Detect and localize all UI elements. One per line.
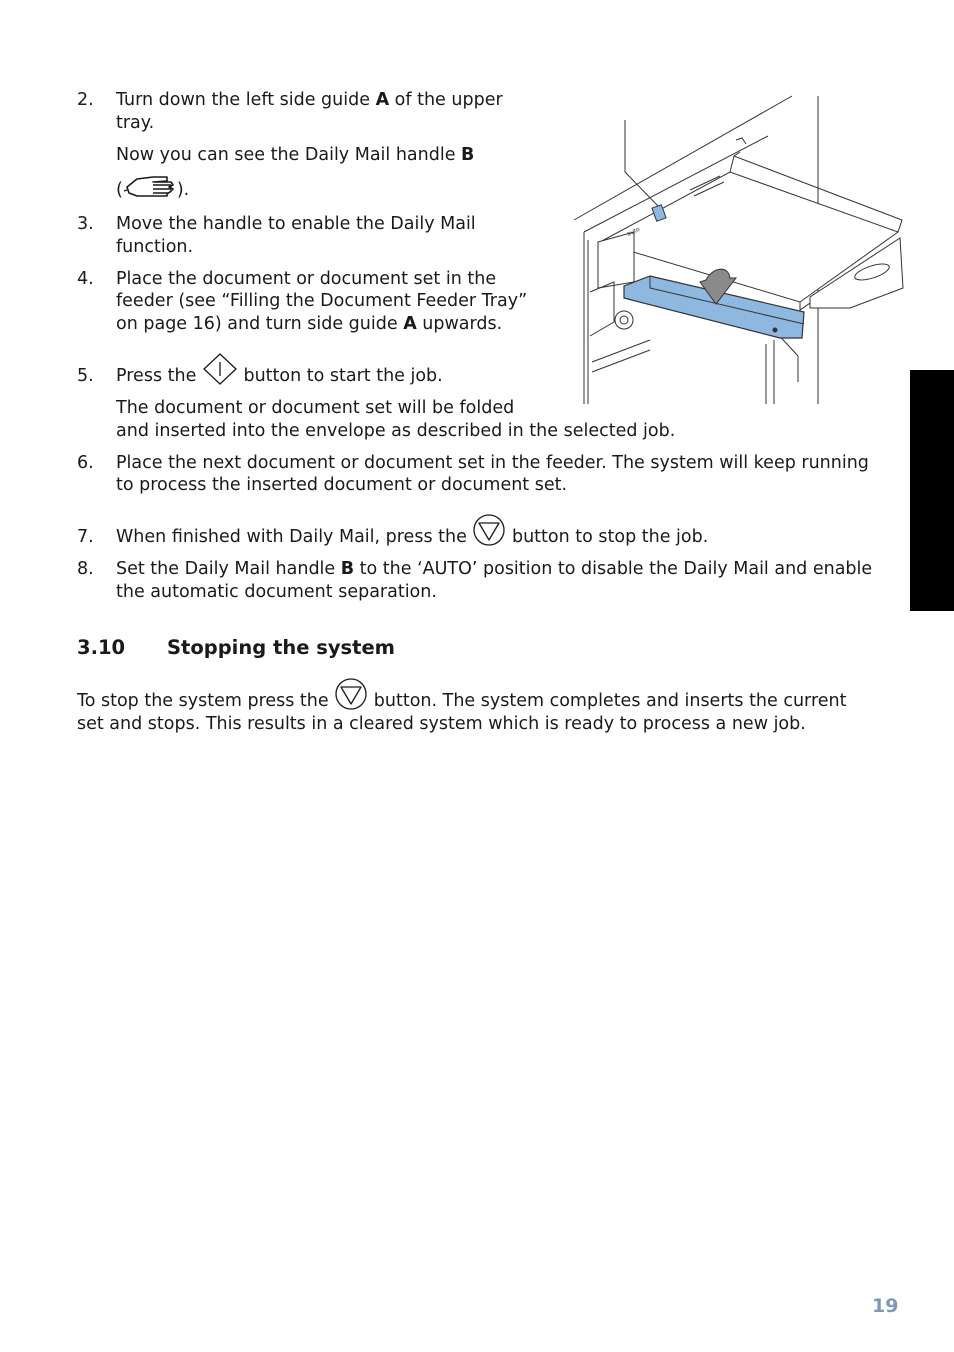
handle-label: auto: [625, 225, 642, 238]
step-text: Set the Daily Mail handle B to the ‘AUTO’ position to disable the Daily Mail and enable: [116, 559, 873, 579]
hand-pointing-icon: [123, 173, 177, 201]
step-text: function.: [116, 237, 194, 257]
step-text: to process the inserted document or document set.: [116, 475, 568, 495]
step-text: feeder (see “Filling the Document Feeder Tray”: [116, 291, 528, 311]
stop-circle-icon: [334, 677, 368, 711]
step-text: the automatic document separation.: [116, 582, 437, 602]
start-diamond-icon: [202, 352, 238, 386]
step-text: Now you can see the Daily Mail handle B: [116, 145, 475, 165]
step-text: on page 16) and turn side guide A upwards.: [116, 314, 503, 334]
step-number: 4.: [77, 269, 94, 289]
step-text: ( ).: [116, 179, 189, 202]
step-number: 3.: [77, 214, 94, 234]
section-title: Stopping the system: [167, 636, 396, 659]
step-text: Turn down the left side guide A of the upper: [116, 90, 503, 110]
chapter-side-tab: [910, 370, 954, 611]
stop-circle-icon: [472, 513, 506, 547]
step-number: 2.: [77, 90, 94, 110]
step-text: tray.: [116, 113, 155, 133]
step-text: Place the document or document set in the: [116, 269, 497, 289]
step-text: When finished with Daily Mail, press the button to stop the job.: [116, 526, 708, 549]
step-text: Press the button to start the job.: [116, 365, 443, 388]
step-number: 8.: [77, 559, 94, 579]
step-text: and inserted into the envelope as described in the selected job.: [116, 421, 676, 441]
step-number: 6.: [77, 453, 94, 473]
page-number: 19: [872, 1295, 899, 1317]
daily-mail-illustration: [570, 92, 905, 407]
step-text: Place the next document or document set in the feeder. The system will keep running: [116, 453, 869, 473]
step-text: Move the handle to enable the Daily Mail: [116, 214, 476, 234]
paragraph-text: To stop the system press the button. The system completes and inserts the current: [77, 690, 846, 713]
section-number: 3.10: [77, 636, 126, 659]
step-text: The document or document set will be folded: [116, 398, 515, 418]
paragraph-text: set and stops. This results in a cleared system which is ready to process a new job.: [77, 714, 806, 734]
step-number: 5.: [77, 366, 94, 386]
step-number: 7.: [77, 527, 94, 547]
